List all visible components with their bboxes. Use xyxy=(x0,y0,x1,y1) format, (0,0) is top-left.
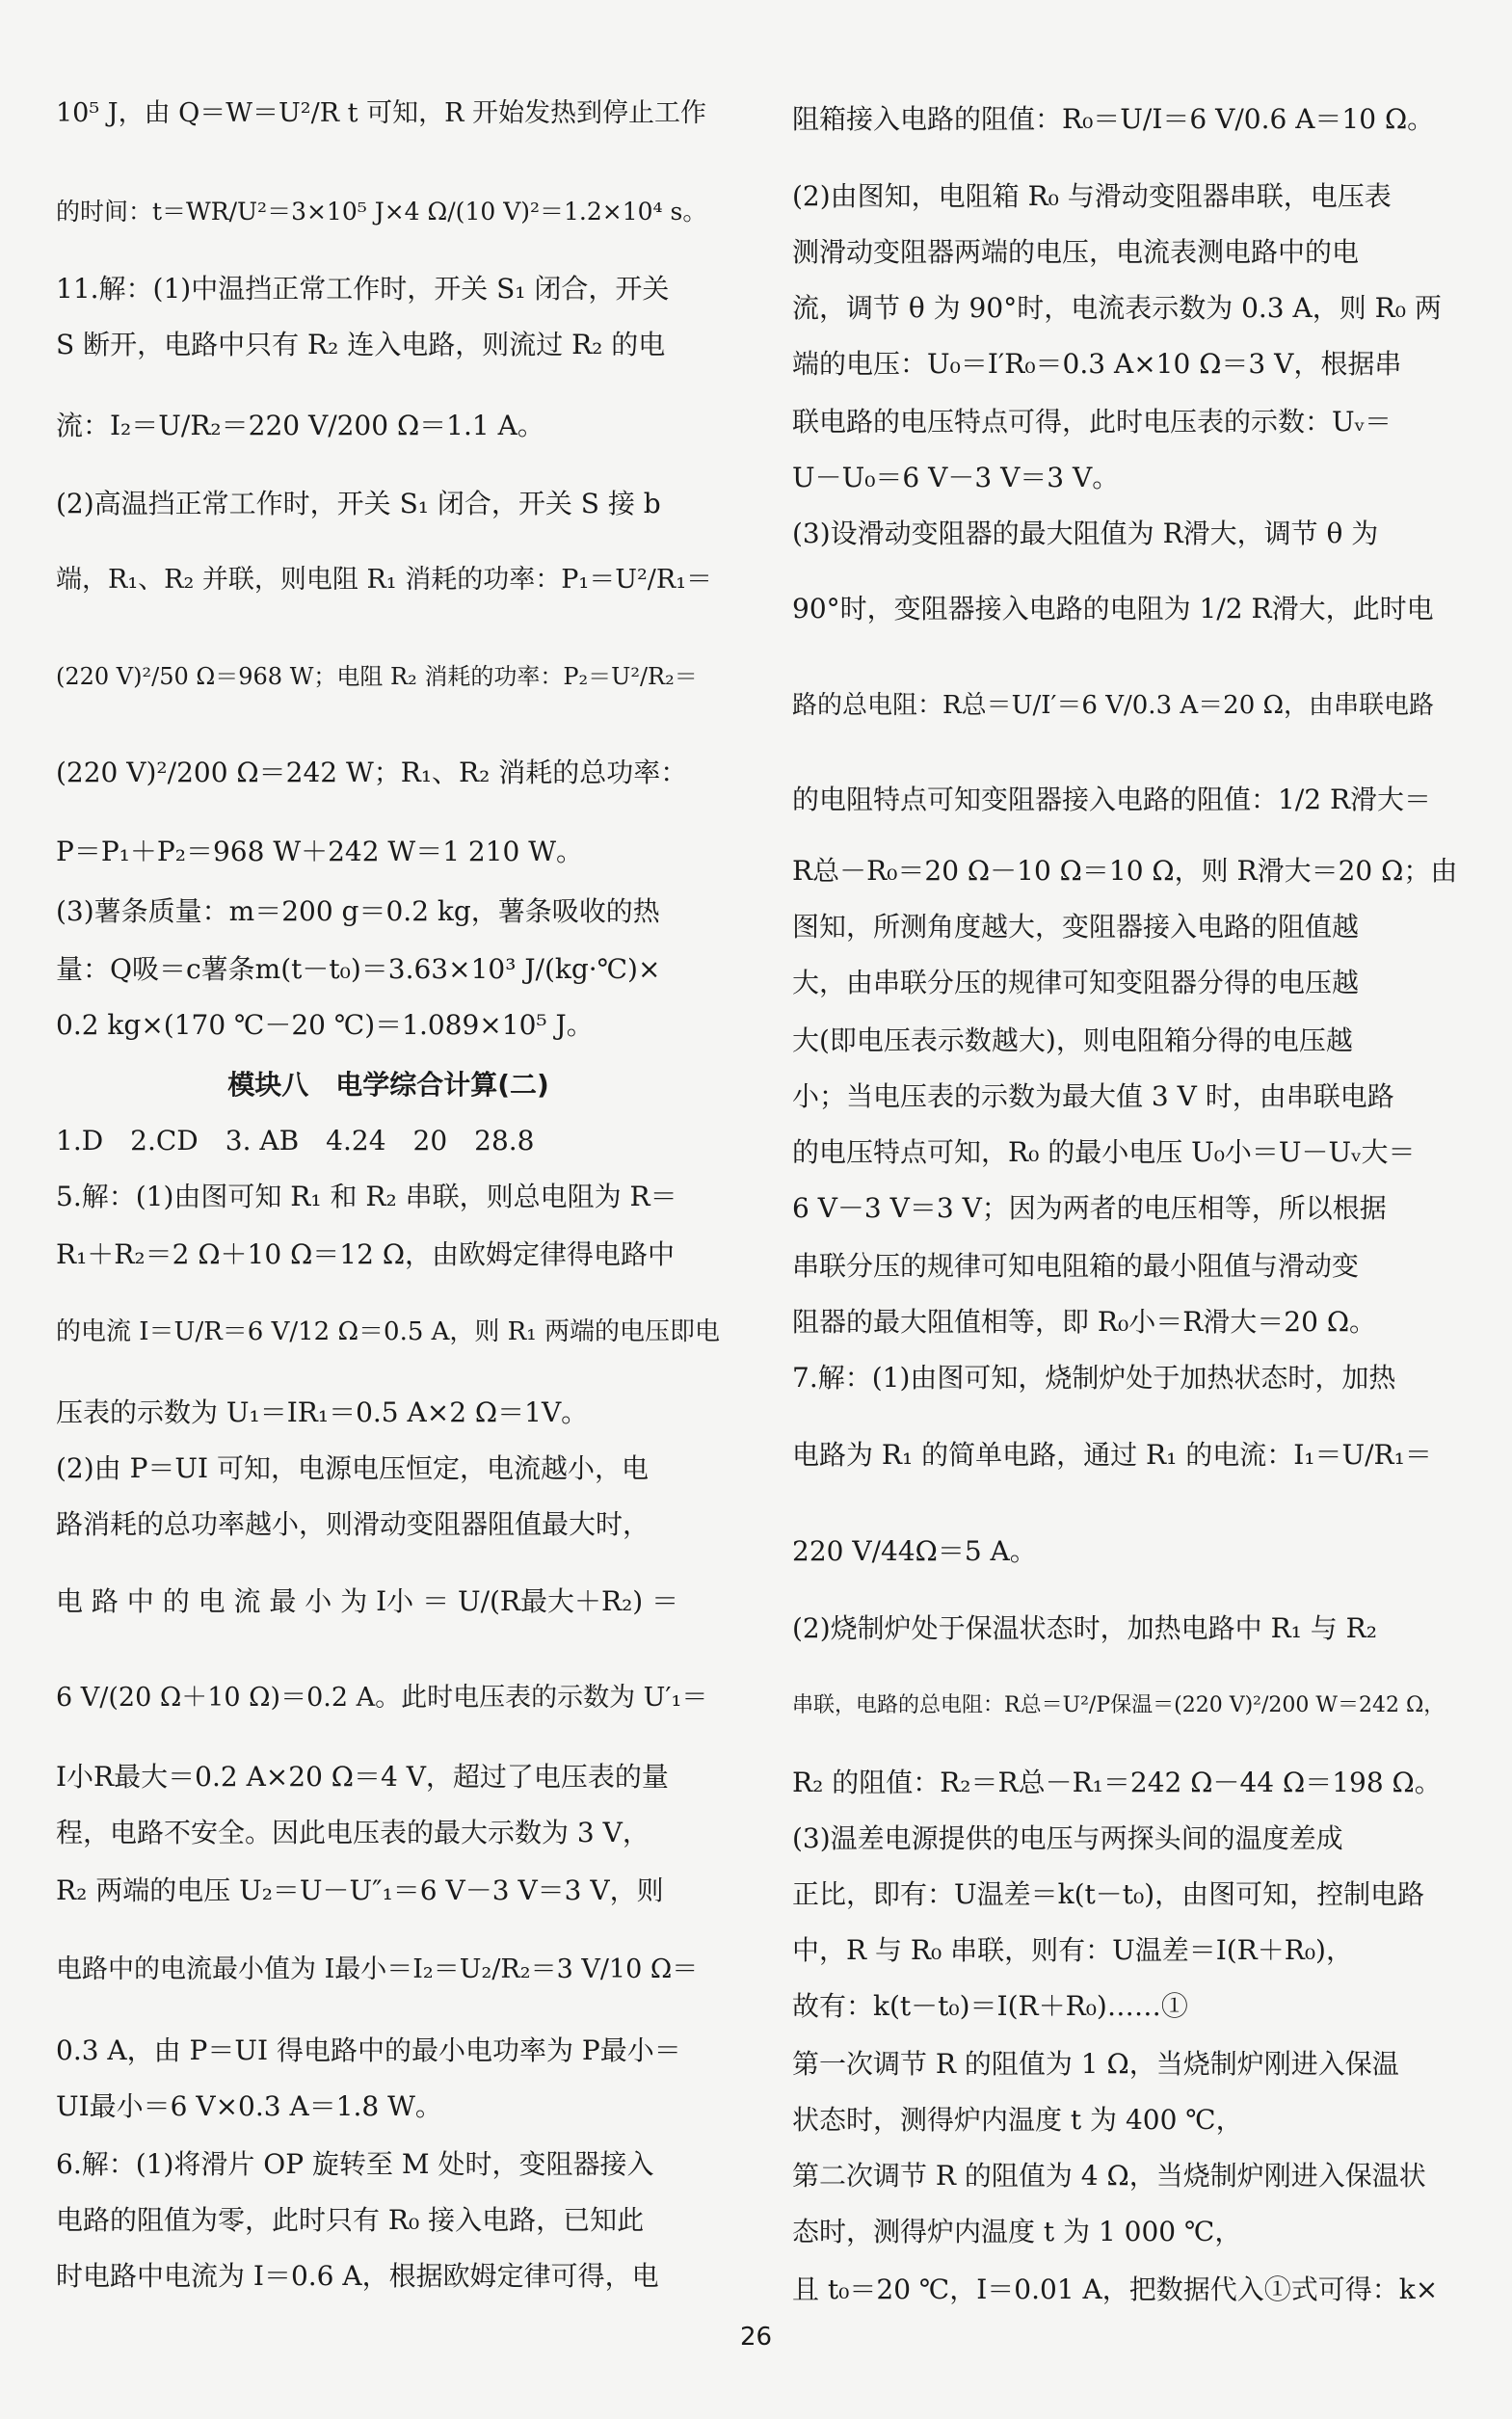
text-line: (220 V)²/200 Ω＝242 W；R₁、R₂ 消耗的总功率： xyxy=(56,757,688,788)
text-line: 电路的阻值为零，此时只有 R₀ 接入电路，已知此 xyxy=(56,2204,645,2236)
text-line: 端的电压：U₀＝I′R₀＝0.3 A×10 Ω＝3 V，根据串 xyxy=(792,348,1402,380)
text-line: 小；当电压表的示数为最大值 3 V 时，由串联电路 xyxy=(792,1080,1394,1112)
text-line: P＝P₁＋P₂＝968 W＋242 W＝1 210 W。 xyxy=(56,836,584,867)
text-line: 第二次调节 R 的阻值为 4 Ω，当烧制炉刚进入保温状 xyxy=(792,2160,1426,2192)
text-line: (2)烧制炉处于保温状态时，加热电路中 R₁ 与 R₂ xyxy=(792,1612,1377,1644)
text-line: 串联，电路的总电阻：R总＝U²/P保温＝(220 V)²/200 W＝242 Ω， xyxy=(792,1693,1446,1717)
text-line: 图知，所测角度越大，变阻器接入电路的阻值越 xyxy=(792,911,1360,943)
text-line: 正比，即有：U温差＝k(t－t₀)，由图可知，控制电路 xyxy=(792,1878,1425,1910)
text-line: (3)温差电源提供的电压与两探头间的温度差成 xyxy=(792,1822,1343,1854)
text-line: 量：Q吸＝c薯条m(t－t₀)＝3.63×10³ J/(kg·℃)× xyxy=(56,953,661,985)
text-line: (2)由图知，电阻箱 R₀ 与滑动变阻器串联，电压表 xyxy=(792,180,1392,212)
text-line: 中，R 与 R₀ 串联，则有：U温差＝I(R＋R₀)， xyxy=(792,1934,1353,1966)
text-line: 测滑动变阻器两端的电压，电流表测电路中的电 xyxy=(792,236,1360,268)
text-line: 大，由串联分压的规律可知变阻器分得的电压越 xyxy=(792,967,1360,998)
text-line: 流，调节 θ 为 90°时，电流表示数为 0.3 A，则 R₀ 两 xyxy=(792,292,1442,324)
text-line: 大(即电压表示数越大)，则电阻箱分得的电压越 xyxy=(792,1024,1353,1056)
text-line: 的电阻特点可知变阻器接入电路的阻值：1/2 R滑大＝ xyxy=(792,784,1432,815)
text-line: (3)设滑动变阻器的最大阻值为 R滑大，调节 θ 为 xyxy=(792,518,1379,549)
text-line: I小R最大＝0.2 A×20 Ω＝4 V，超过了电压表的量 xyxy=(56,1761,669,1793)
text-line: U－U₀＝6 V－3 V＝3 V。 xyxy=(792,462,1120,493)
text-line: 时电路中电流为 I＝0.6 A，根据欧姆定律可得，电 xyxy=(56,2260,659,2292)
text-line: 端，R₁、R₂ 并联，则电阻 R₁ 消耗的功率：P₁＝U²/R₁＝ xyxy=(56,565,713,595)
text-line: 5.解：(1)由图可知 R₁ 和 R₂ 串联，则总电阻为 R＝ xyxy=(56,1181,677,1212)
text-line: (3)薯条质量：m＝200 g＝0.2 kg，薯条吸收的热 xyxy=(56,895,660,927)
text-line: 电路为 R₁ 的简单电路，通过 R₁ 的电流：I₁＝U/R₁＝ xyxy=(792,1439,1432,1471)
text-line: 阻器的最大阻值相等，即 R₀小＝R滑大＝20 Ω。 xyxy=(792,1306,1377,1338)
page-number: 26 xyxy=(739,2323,773,2352)
text-line: S 断开，电路中只有 R₂ 连入电路，则流过 R₂ 的电 xyxy=(56,329,666,360)
text-line: R₂ 的阻值：R₂＝R总－R₁＝242 Ω－44 Ω＝198 Ω。 xyxy=(792,1767,1442,1798)
text-line: (220 V)²/50 Ω＝968 W；电阻 R₂ 消耗的功率：P₂＝U²/R₂＝ xyxy=(56,663,698,690)
text-line: 90°时，变阻器接入电路的电阻为 1/2 R滑大，此时电 xyxy=(792,593,1434,625)
text-line: 流：I₂＝U/R₂＝220 V/200 Ω＝1.1 A。 xyxy=(56,410,544,441)
text-line: R₂ 两端的电压 U₂＝U－U″₁＝6 V－3 V＝3 V，则 xyxy=(56,1874,664,1906)
text-line: 6.解：(1)将滑片 OP 旋转至 M 处时，变阻器接入 xyxy=(56,2148,654,2180)
text-line: 电路中的电流最小值为 I最小＝I₂＝U₂/R₂＝3 V/10 Ω＝ xyxy=(56,1954,699,1984)
text-line: 的时间：t＝WR/U²＝3×10⁵ J×4 Ω/(10 V)²＝1.2×10⁴ s。 xyxy=(56,198,707,226)
text-line: 程，电路不安全。因此电压表的最大示数为 3 V， xyxy=(56,1817,650,1848)
text-line: UI最小＝6 V×0.3 A＝1.8 W。 xyxy=(56,2090,442,2122)
text-line: 串联分压的规律可知电阻箱的最小阻值与滑动变 xyxy=(792,1250,1360,1282)
text-line: 路的总电阻：R总＝U/I′＝6 V/0.3 A＝20 Ω，由串联电路 xyxy=(792,691,1435,720)
text-line: 11.解：(1)中温挡正常工作时，开关 S₁ 闭合，开关 xyxy=(56,273,670,305)
text-line: 联电路的电压特点可得，此时电压表的示数：Uᵥ＝ xyxy=(792,406,1393,438)
text-line: 7.解：(1)由图可知，烧制炉处于加热状态时，加热 xyxy=(792,1362,1396,1394)
text-line: 路消耗的总功率越小，则滑动变阻器阻值最大时， xyxy=(56,1508,650,1540)
module-heading: 模块八 电学综合计算(二) xyxy=(227,1069,549,1101)
text-line: 0.2 kg×(170 ℃－20 ℃)＝1.089×10⁵ J。 xyxy=(56,1009,594,1041)
text-line: 态时，测得炉内温度 t 为 1 000 ℃， xyxy=(792,2216,1242,2247)
text-line: 的电压特点可知，R₀ 的最小电压 U₀小＝U－Uᵥ大＝ xyxy=(792,1136,1416,1168)
text-line: 220 V/44Ω＝5 A。 xyxy=(792,1535,1037,1567)
text-line: 10⁵ J，由 Q＝W＝U²/R t 可知，R 开始发热到停止工作 xyxy=(56,98,706,128)
text-line: 阻箱接入电路的阻值：R₀＝U/I＝6 V/0.6 A＝10 Ω。 xyxy=(792,103,1435,135)
text-line: 的电流 I＝U/R＝6 V/12 Ω＝0.5 A，则 R₁ 两端的电压即电 xyxy=(56,1317,720,1346)
text-line: 第一次调节 R 的阻值为 1 Ω，当烧制炉刚进入保温 xyxy=(792,2048,1399,2080)
text-line: R₁＋R₂＝2 Ω＋10 Ω＝12 Ω，由欧姆定律得电路中 xyxy=(56,1238,676,1270)
text-line: 故有：k(t－t₀)＝I(R＋R₀)……① xyxy=(792,1990,1188,2022)
text-line: 压表的示数为 U₁＝IR₁＝0.5 A×2 Ω＝1V。 xyxy=(56,1396,589,1428)
text-line: 且 t₀＝20 ℃，I＝0.01 A，把数据代入①式可得：k× xyxy=(792,2273,1439,2305)
text-line: 0.3 A，由 P＝UI 得电路中的最小电功率为 P最小＝ xyxy=(56,2034,681,2066)
text-line: 6 V/(20 Ω＋10 Ω)＝0.2 A。此时电压表的示数为 U′₁＝ xyxy=(56,1683,708,1713)
answer-list: 1.D 2.CD 3. AB 4.24 20 28.8 xyxy=(56,1125,535,1156)
text-line: (2)由 P＝UI 可知，电源电压恒定，电流越小，电 xyxy=(56,1452,649,1484)
text-line: 电 路 中 的 电 流 最 小 为 I小 ＝ U/(R最大＋R₂) ＝ xyxy=(56,1585,679,1617)
text-line: R总－R₀＝20 Ω－10 Ω＝10 Ω，则 R滑大＝20 Ω；由 xyxy=(792,855,1458,887)
text-line: 状态时，测得炉内温度 t 为 400 ℃， xyxy=(792,2104,1243,2136)
text-line: 6 V－3 V＝3 V；因为两者的电压相等，所以根据 xyxy=(792,1192,1387,1224)
text-line: (2)高温挡正常工作时，开关 S₁ 闭合，开关 S 接 b xyxy=(56,488,661,519)
